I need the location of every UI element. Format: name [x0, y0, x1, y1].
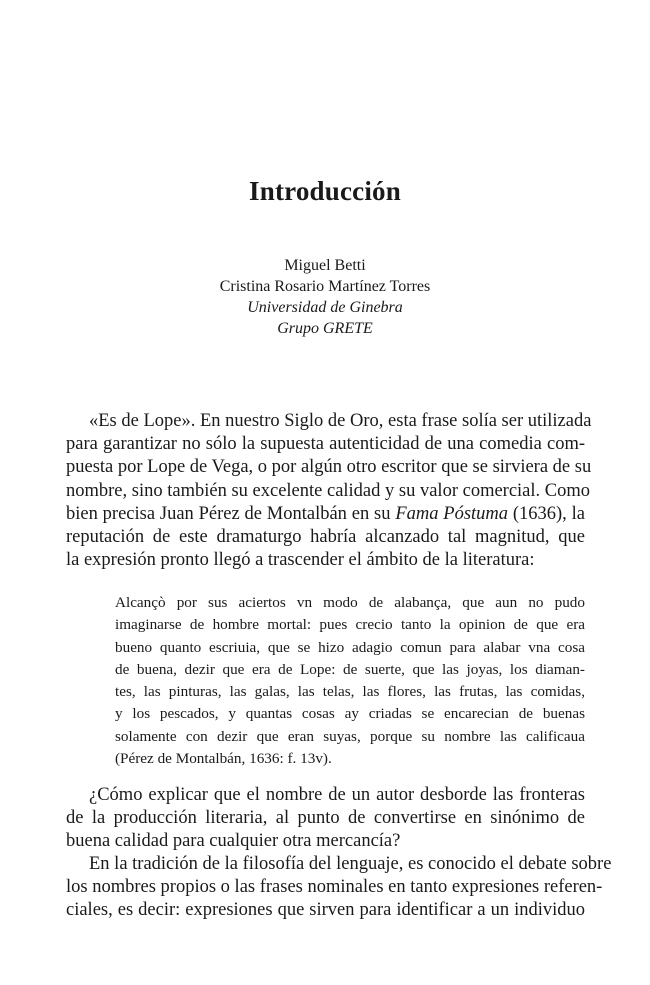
quote-line: Alcançò por sus aciertos vn modo de alabança, que aun no pudo: [115, 594, 585, 611]
quote-line: bueno quanto escriuia, que se hizo adagio comun para alabar vna cosa: [115, 638, 585, 656]
text-line: ciales, es decir: expresiones que sirven para identificar a un individuo: [66, 900, 585, 921]
text-line: ¿Cómo explicar que el nombre de un autor desborde las fronteras: [89, 785, 585, 805]
book-title: Fama Póstuma: [395, 503, 509, 524]
quote-line: solamente con dezir que eran suyas, porque su nombre las calificaua: [115, 727, 585, 745]
text-line: En la tradición de la filosofía del lenguaje, es conocido el debate sobre: [89, 854, 612, 874]
quote-line: y los pescados, y quantas cosas ay criadas se encarecian de buenas: [115, 705, 585, 723]
text-line: reputación de este dramaturgo habría alcanzado tal magnitud, que: [66, 526, 585, 547]
research-group: Grupo GRETE: [277, 320, 373, 337]
author-name: Miguel Betti: [284, 257, 366, 274]
text-line: nombre, sino también su excelente calidad y su valor comercial. Como: [66, 480, 591, 501]
affiliation: Universidad de Ginebra: [247, 299, 403, 316]
quote-citation: (Pérez de Montalbán, 1636: f. 13v).: [115, 750, 332, 768]
text-line: la expresión pronto llegó a trascender el ámbito de la literatura:: [66, 550, 535, 571]
text-line: para garantizar no sólo la supuesta autenticidad de una comedia com-: [66, 434, 585, 455]
paragraph-philosophy: [66, 853, 612, 923]
quote-line: imaginarse de hombre mortal: pues crecio tanto la opinion de que era: [115, 616, 585, 634]
text-line: «Es de Lope». En nuestro Siglo de Oro, esta frase solía ser utilizada: [89, 411, 592, 431]
text-line: de la producción literaria, al punto de convertirse en sinónimo de: [66, 808, 585, 829]
chapter-title: Introducción: [249, 176, 401, 206]
paragraph-question: [66, 784, 585, 854]
text-line: los nombres propios o las frases nominales en tanto expresiones referen-: [66, 877, 603, 898]
author-name: Cristina Rosario Martínez Torres: [219, 278, 431, 295]
paragraph-intro: [66, 410, 592, 572]
text-fragment: (1636), la: [508, 503, 585, 524]
text-fragment: bien precisa Juan Pérez de Montalbán en su: [66, 503, 396, 524]
quote-line: de buena, dezir que era de Lope: de suerte, que las joyas, los diaman-: [115, 660, 585, 678]
text-line: puesta por Lope de Vega, o por algún otro escritor que se sirviera de su: [66, 457, 592, 478]
author-block: [0, 255, 650, 339]
block-quote: [115, 592, 585, 770]
quote-line: tes, las pinturas, las galas, las telas, las flores, las frutas, las comidas,: [115, 683, 585, 701]
text-line: [66, 503, 585, 526]
text-line: buena calidad para cualquier otra mercancía?: [66, 831, 401, 852]
